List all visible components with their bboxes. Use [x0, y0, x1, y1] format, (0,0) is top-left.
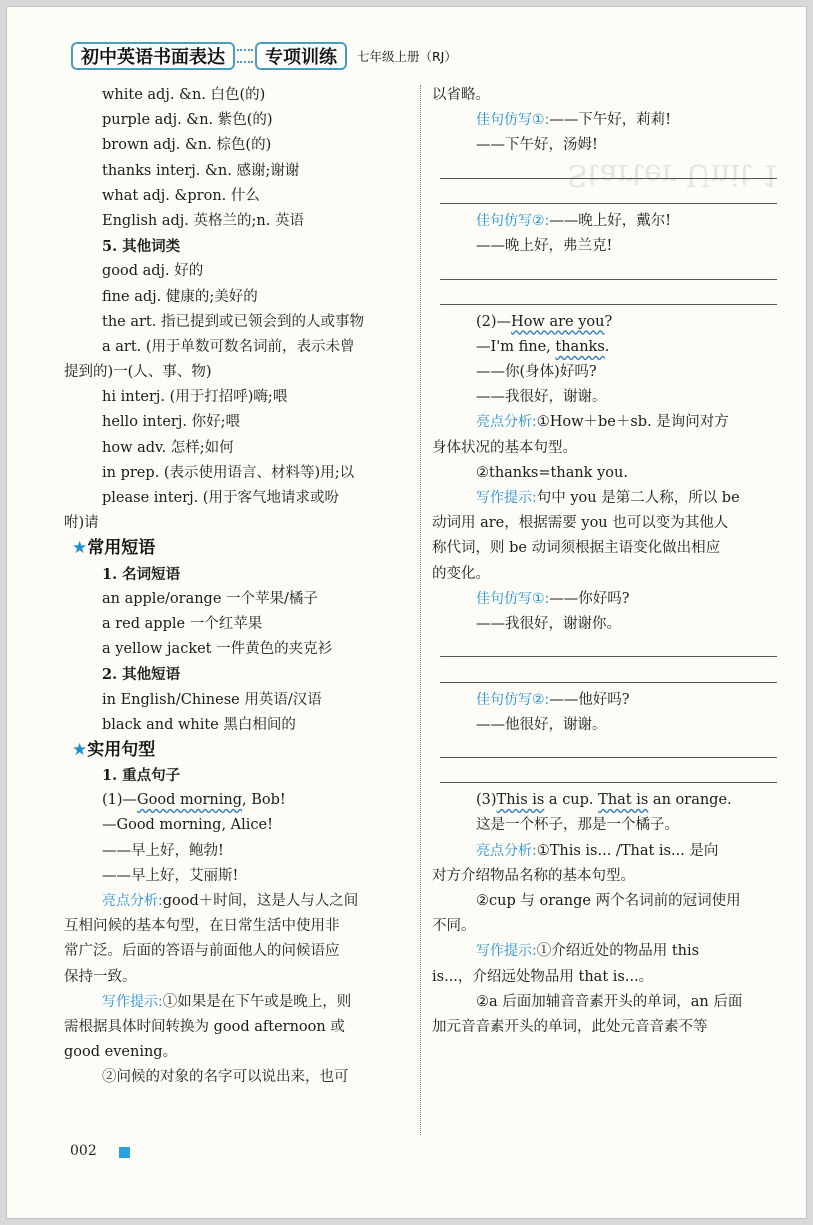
practice-line: ——晚上好，弗兰克!	[476, 238, 613, 255]
practice-text: ——下午好，莉莉!	[549, 112, 672, 129]
practice-text: ——他好吗?	[549, 691, 630, 708]
answer-blank-line[interactable]	[432, 738, 777, 763]
bleed-through-text: Starter Unit 1	[567, 157, 781, 192]
analysis-text: ①This is... /That is... 是向	[536, 842, 719, 859]
star-icon: ★	[72, 739, 88, 760]
subsection-heading: 5. 其他词类	[102, 238, 181, 256]
word-entry: brown adj. &n. 棕色(的)	[102, 137, 272, 154]
word-entry: purple adj. &n. 紫色(的)	[102, 112, 273, 129]
writing-tip-label: 写作提示:	[476, 490, 537, 506]
practice-line: ——他很好，谢谢。	[476, 716, 607, 733]
header-link-icon	[237, 49, 253, 63]
tip-text: ①如果是在下午或是晚上，则	[162, 993, 352, 1010]
sentence-line: ——我很好，谢谢。	[476, 389, 607, 406]
highlight-analysis-label: 亮点分析:	[102, 893, 163, 909]
answer-blank-line[interactable]	[432, 184, 777, 209]
sentence-line: ——早上好，艾丽斯!	[102, 867, 239, 884]
phrase-entry: in English/Chinese 用英语/汉语	[102, 691, 322, 708]
phrase-entry: an apple/orange 一个苹果/橘子	[102, 590, 318, 607]
practice-line	[432, 688, 777, 713]
tip-line: 称代词，则 be 动词须根据主语变化做出相应	[432, 540, 721, 557]
highlight-analysis-label: 亮点分析:	[476, 414, 537, 431]
header-subtitle: 专项训练	[255, 42, 347, 70]
practice-label: 佳句仿写①:	[476, 590, 550, 607]
sentence-prefix: (3)	[476, 792, 497, 809]
section-title-sentences	[72, 738, 414, 763]
sentence-prefix: —I'm fine,	[476, 338, 556, 355]
phrase-entry: black and white 黑白相间的	[102, 716, 296, 733]
practice-line: ——我很好，谢谢你。	[476, 615, 621, 632]
book-page	[6, 6, 807, 1219]
tip-line	[432, 486, 777, 511]
sentence-prefix: (1)—	[102, 792, 138, 809]
practice-line	[432, 587, 777, 612]
tip-line: ②问候的对象的名字可以说出来，也可	[102, 1069, 349, 1086]
answer-blank-line[interactable]	[432, 763, 777, 788]
analysis-line: 互相问候的基本句型，在日常生活中使用非	[64, 918, 340, 935]
sentence-line	[432, 310, 777, 335]
word-entry: 提到的)一(人、事、物)	[64, 364, 212, 381]
writing-tip-label: 写作提示:	[476, 943, 537, 960]
sentence-line: —Good morning, Alice!	[102, 817, 273, 834]
highlight-analysis-label: 亮点分析:	[476, 842, 537, 859]
writing-tip-label: 写作提示:	[102, 993, 163, 1010]
tip-text: ①介绍近处的物品用 this	[536, 943, 700, 960]
tip-line	[432, 939, 777, 964]
analysis-line: 不同。	[432, 918, 476, 935]
tip-line: ②a 后面加辅音音素开头的单词，an 后面	[476, 993, 743, 1010]
tip-line: 动词用 are，根据需要 you 也可以变为其他人	[432, 515, 729, 532]
tip-text: 句中 you 是第二人称，所以 be	[536, 490, 740, 506]
analysis-line	[432, 410, 777, 435]
star-icon: ★	[72, 538, 88, 559]
subsection-heading: 1. 名词短语	[102, 565, 181, 583]
word-entry: hi interj. (用于打招呼)嗨;喂	[102, 389, 288, 406]
sentence-line: ——你(身体)好吗?	[476, 364, 597, 381]
practice-text: ——晚上好，戴尔!	[549, 212, 672, 229]
tip-line: good evening。	[64, 1044, 178, 1061]
word-entry: white adj. &n. 白色(的)	[102, 87, 266, 103]
word-entry: a art. (用于单数可数名词前，表示未曾	[102, 338, 355, 355]
section-title-text: 实用句型	[87, 739, 156, 760]
sentence-line: ——早上好，鲍勃!	[102, 842, 224, 859]
sentence-line	[432, 335, 777, 360]
highlighted-phrase: Good morning	[137, 792, 242, 809]
analysis-text: good＋时间，这是人与人之间	[162, 893, 359, 909]
analysis-line	[432, 839, 777, 864]
word-entry: hello interj. 你好;喂	[102, 414, 240, 431]
phrase-entry: a yellow jacket 一件黄色的夹克衫	[102, 641, 333, 658]
sentence-suffix: an orange.	[648, 792, 732, 809]
analysis-line: ②cup 与 orange 两个名词前的冠词使用	[476, 893, 741, 909]
column-divider	[420, 85, 421, 1135]
answer-blank-line[interactable]	[432, 662, 777, 687]
word-entry: please interj. (用于客气地请求或吩	[102, 490, 339, 506]
practice-label: 佳句仿写②:	[476, 691, 550, 708]
practice-line: ——下午好，汤姆!	[476, 137, 598, 154]
header-grade: 七年级上册（RJ）	[357, 49, 457, 64]
section-title-text: 常用短语	[87, 538, 156, 559]
answer-blank-line[interactable]	[432, 159, 777, 184]
word-entry: in prep. (表示使用语言、材料等)用;以	[102, 464, 355, 481]
analysis-line: 保持一致。	[64, 968, 137, 985]
section-title-phrases	[72, 536, 414, 561]
practice-line	[432, 209, 777, 234]
word-entry: fine adj. 健康的;美好的	[102, 288, 258, 305]
highlighted-phrase: This is	[496, 792, 545, 809]
highlighted-phrase: That is	[598, 792, 649, 809]
continued-line: 以省略。	[432, 87, 490, 103]
practice-line	[432, 108, 777, 133]
sentence-line: 这是一个杯子，那是一个橘子。	[476, 817, 679, 834]
right-column	[432, 83, 777, 1040]
answer-blank-line[interactable]	[432, 259, 777, 284]
sentence-suffix: ?	[604, 313, 613, 330]
page-number: 002	[70, 1143, 97, 1159]
word-entry: what adj. &pron. 什么	[102, 187, 260, 204]
word-entry: 咐)请	[64, 515, 99, 532]
practice-text: ——你好吗?	[549, 590, 630, 607]
tip-line: is...，介绍远处物品用 that is...。	[432, 968, 654, 985]
sentence-suffix: .	[604, 338, 610, 355]
subsection-heading: 1. 重点句子	[102, 767, 181, 785]
sentence-prefix: (2)—	[476, 313, 512, 330]
phrase-entry: a red apple 一个红苹果	[102, 615, 263, 632]
analysis-line	[102, 889, 414, 914]
tip-line: 需根据具体时间转换为 good afternoon 或	[64, 1018, 345, 1035]
word-entry: English adj. 英格兰的;n. 英语	[102, 212, 304, 229]
practice-label: 佳句仿写①:	[476, 112, 550, 129]
subsection-heading: 2. 其他短语	[102, 666, 181, 684]
sentence-mid: a cup.	[544, 792, 599, 809]
page-marker-icon	[119, 1147, 130, 1158]
analysis-line: ②thanks=thank you.	[476, 464, 628, 481]
word-entry: how adv. 怎样;如何	[102, 439, 234, 456]
tip-line	[102, 990, 414, 1015]
answer-blank-line[interactable]	[432, 637, 777, 662]
tip-line: 加元音音素开头的单词，此处元音音素不等	[432, 1018, 708, 1035]
page-header	[71, 41, 457, 71]
header-title: 初中英语书面表达	[71, 42, 235, 70]
left-column	[64, 83, 414, 1091]
word-entry: the art. 指已提到或已领会到的人或事物	[102, 313, 364, 330]
tip-line: 的变化。	[432, 565, 490, 582]
word-entry: thanks interj. &n. 感谢;谢谢	[102, 162, 300, 179]
word-entry: good adj. 好的	[102, 263, 204, 280]
practice-label: 佳句仿写②:	[476, 212, 550, 229]
analysis-line: 常广泛。后面的答语与前面他人的问候语应	[64, 943, 340, 960]
analysis-line: 对方介绍物品名称的基本句型。	[432, 867, 635, 884]
analysis-text: ①How＋be＋sb. 是询问对方	[536, 414, 729, 431]
sentence-line	[102, 788, 414, 813]
highlighted-phrase: thanks	[555, 338, 605, 355]
sentence-line	[432, 788, 777, 813]
sentence-suffix: , Bob!	[242, 792, 286, 809]
answer-blank-line[interactable]	[432, 285, 777, 310]
analysis-line: 身体状况的基本句型。	[432, 439, 577, 456]
highlighted-phrase: How are you	[511, 313, 605, 330]
